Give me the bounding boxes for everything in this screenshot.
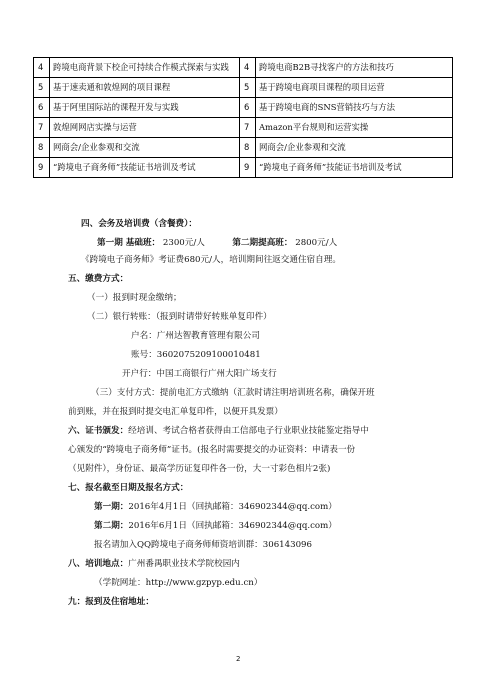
section-7-title: 七、报名截至日期及报名方式： (68, 483, 189, 493)
row-number-right: 7 (240, 118, 256, 138)
deadline-phase2-label: 第二期： (94, 521, 129, 531)
table-row (34, 58, 453, 78)
training-place: 广州番禺职业技术学院校园内 (128, 559, 240, 569)
course-left: “跨境电子商务师”技能证书培训及考试 (50, 158, 240, 178)
deadline-phase1-text: 2016年4月1日（回执邮箱：346902344@qq.com） (128, 502, 337, 512)
table-row (34, 118, 453, 138)
row-number-left: 9 (34, 158, 50, 178)
course-right: “跨境电子商务师”技能证书培训及考试 (256, 158, 453, 178)
course-table (33, 57, 453, 178)
row-number-left: 7 (34, 118, 50, 138)
section-6 (68, 425, 369, 437)
row-number-right: 4 (240, 58, 256, 78)
table-row (34, 98, 453, 118)
deadline-phase1-label: 第一期： (94, 502, 129, 512)
section-5-title: 五、缴费方式： (68, 274, 129, 284)
deadline-phase2 (94, 520, 337, 532)
payment-item-1: （一）报到时现金缴纳； (87, 293, 182, 303)
section-9-title: 九：报到及住宿地址： (68, 597, 154, 607)
section-8 (68, 558, 240, 570)
section-6-title: 六、证书颁发： (68, 426, 129, 436)
payment-item-3-line2: 前到账，并在报到时提交电汇单复印件，以便开具发票） (68, 407, 283, 417)
deadline-phase1 (94, 501, 337, 513)
table-row (34, 138, 453, 158)
fee-phase1-value: 2300元/人 (162, 238, 205, 248)
course-right: 网商会/企业参观和交流 (256, 138, 453, 158)
row-number-left: 6 (34, 98, 50, 118)
row-number-left: 4 (34, 58, 50, 78)
bank-name: 开户行：中国工商银行广州大阳广场支行 (122, 369, 277, 379)
account-number: 账号：3602075209100010481 (131, 350, 261, 360)
table-row (34, 78, 453, 98)
account-name: 户名：广州达智教育管理有限公司 (131, 331, 260, 341)
payment-item-3-line1: （三）支付方式：提前电汇方式缴纳（汇款时请注明培训班名称，确保开班 (91, 388, 375, 398)
fee-phase2-label: 第二期提高班： (232, 238, 293, 248)
course-right: Amazon平台规则和运营实操 (256, 118, 453, 138)
fee-phase1-label: 第一期 基础班： (97, 238, 161, 248)
row-number-right: 6 (240, 98, 256, 118)
course-left: 跨境电商背景下校企可持续合作模式探索与实践 (50, 58, 240, 78)
course-right: 基于跨境电商项目课程的项目运营 (256, 78, 453, 98)
course-right: 基于跨境电商的SNS营销技巧与方法 (256, 98, 453, 118)
row-number-right: 8 (240, 138, 256, 158)
page-number: 2 (236, 655, 241, 663)
row-number-left: 8 (34, 138, 50, 158)
fee-note: 《跨境电子商务师》考证费680元/人，培训期间往返交通住宿自理。 (81, 255, 341, 265)
section-8-title: 八、培训地点： (68, 559, 129, 569)
fee-phase2-value: 2800元/人 (295, 238, 338, 248)
certificate-line3: （见附件），身份证、最高学历证复印件各一份，大一寸彩色相片2张) (68, 464, 331, 474)
college-website: （学院网址：http://www.gzpyp.edu.cn） (94, 578, 263, 588)
row-number-right: 5 (240, 78, 256, 98)
certificate-line2: 心颁发的“跨境电子商务师”证书。(报名时需要提交的办证资料：申请表一份 (68, 445, 356, 455)
course-left: 基于速卖通和敦煌网的项目课程 (50, 78, 240, 98)
payment-item-2: （二）银行转账：（报到时请带好转账单复印件） (87, 312, 272, 322)
row-number-right: 9 (240, 158, 256, 178)
course-left: 敦煌网网店实操与运营 (50, 118, 240, 138)
qq-group-line: 报名请加入QQ跨境电子商务师师资培训群：306143096 (94, 540, 312, 550)
certificate-line1: 经培训、考试合格者获得由工信部电子行业职业技能鉴定指导中 (128, 426, 369, 436)
deadline-phase2-text: 2016年6月1日（回执邮箱：346902344@qq.com） (128, 521, 337, 531)
fee-line (97, 237, 337, 249)
row-number-left: 5 (34, 78, 50, 98)
course-left: 基于阿里国际站的课程开发与实践 (50, 98, 240, 118)
course-left: 网商会/企业参观和交流 (50, 138, 240, 158)
course-right: 跨境电商B2B寻找客户的方法和技巧 (256, 58, 453, 78)
course-table-body (34, 58, 453, 178)
table-row (34, 158, 453, 178)
section-4-title: 四、会务及培训费（含餐费）： (81, 219, 198, 229)
